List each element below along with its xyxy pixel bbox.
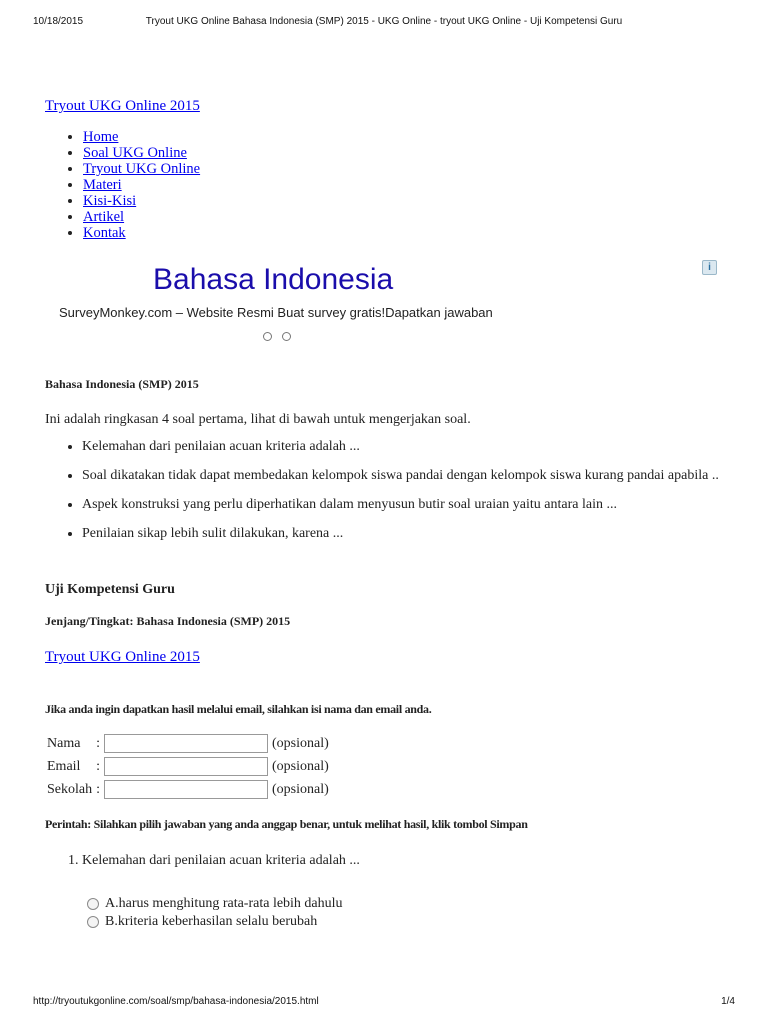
nav-link-kontak[interactable]: Kontak (83, 225, 126, 241)
field-cell (102, 778, 270, 801)
field-label: Email (47, 758, 81, 774)
print-footer (0, 996, 768, 1010)
nav-link-soal-ukg-online[interactable]: Soal UKG Online (83, 145, 187, 161)
section-title: Bahasa Indonesia (SMP) 2015 (45, 377, 199, 391)
ad-carousel-dots (263, 328, 301, 346)
main-nav (45, 129, 725, 241)
ukg-heading: Uji Kompetensi Guru (45, 582, 175, 597)
instruction-text: Perintah: Silahkan pilih jawaban yang anda anggap benar, untuk melihat hasil, klik tombol Simpan (45, 817, 528, 831)
ad-banner[interactable] (45, 251, 725, 331)
field-colon: : (96, 781, 100, 797)
nav-item-artikel[interactable] (83, 209, 725, 225)
nav-item-materi[interactable] (83, 177, 725, 193)
field-colon: : (96, 735, 100, 751)
nav-item-kontak[interactable] (83, 225, 725, 241)
field-note: (opsional) (272, 735, 329, 751)
option-label: B.kriteria keberhasilan selalu berubah (105, 914, 318, 929)
carousel-dot-icon[interactable] (282, 332, 291, 341)
answer-option-a[interactable] (87, 895, 725, 913)
field-label: Sekolah (47, 781, 93, 797)
field-note: (opsional) (272, 781, 329, 797)
print-page-number: 1/4 (721, 996, 735, 1007)
tryout-link[interactable]: Tryout UKG Online 2015 (45, 649, 200, 665)
print-header (0, 16, 768, 30)
email-note: Jika anda ingin dapatkan hasil melalui email, silahkan isi nama dan email anda. (45, 702, 432, 716)
radio-button-icon[interactable] (87, 898, 99, 910)
question-list (45, 852, 725, 869)
page-content (45, 98, 725, 931)
nav-link-artikel[interactable]: Artikel (83, 209, 125, 225)
intro-text: Ini adalah ringkasan 4 soal pertama, lihat di bawah untuk mengerjakan soal. (45, 412, 471, 427)
print-date: 10/18/2015 (33, 16, 84, 27)
form-row-nama (45, 732, 331, 755)
site-title-link[interactable]: Tryout UKG Online 2015 (45, 98, 200, 114)
print-url: http://tryoutukgonline.com/soal/smp/bahasa-indonesia/2015.html (33, 996, 319, 1007)
email-input[interactable] (104, 757, 268, 776)
form-row-sekolah (45, 778, 331, 801)
nama-input[interactable] (104, 734, 268, 753)
question-item: 1. Kelemahan dari penilaian acuan kriteria adalah ... (82, 852, 725, 869)
list-item: • Kelemahan dari penilaian acuan kriteria adalah ... (82, 438, 725, 455)
print-page-title: Tryout UKG Online Bahasa Indonesia (SMP) 2015 - UKG Online - tryout UKG Online - Uji Kompetensi Guru (145, 16, 623, 27)
nav-item-soal-ukg-online[interactable] (83, 145, 725, 161)
ad-headline[interactable]: Bahasa Indonesia (153, 263, 394, 296)
field-colon: : (96, 758, 100, 774)
radio-button-icon[interactable] (87, 916, 99, 928)
option-label: A.harus menghitung rata-rata lebih dahulu (105, 896, 343, 911)
sekolah-input[interactable] (104, 780, 268, 799)
list-item: • Penilaian sikap lebih sulit dilakukan, karena ... (82, 525, 725, 542)
nav-link-tryout-ukg-online[interactable]: Tryout UKG Online (83, 161, 201, 177)
field-label: Nama (47, 735, 81, 751)
ad-info-icon[interactable]: i (702, 260, 717, 275)
nav-link-home[interactable]: Home (83, 129, 119, 145)
answer-options (87, 895, 725, 931)
contact-form (45, 732, 331, 801)
list-item: • Soal dikatakan tidak dapat membedakan kelompok siswa pandai dengan kelompok siswa kurang pandai apabila .. (82, 467, 725, 484)
nav-item-home[interactable] (83, 129, 725, 145)
list-item: • Aspek konstruksi yang perlu diperhatikan dalam menyusun butir soal uraian yaitu antara lain ... (82, 496, 725, 513)
site-title[interactable] (45, 98, 725, 115)
field-cell (102, 732, 270, 755)
nav-link-kisi-kisi[interactable]: Kisi-Kisi (83, 193, 137, 209)
nav-item-kisi-kisi[interactable] (83, 193, 725, 209)
nav-link-materi[interactable]: Materi (83, 177, 122, 193)
field-cell (102, 755, 270, 778)
answer-option-b[interactable] (87, 913, 725, 931)
jenjang-label: Jenjang/Tingkat: Bahasa Indonesia (SMP) 2015 (45, 614, 291, 628)
question-summary-list (45, 438, 725, 542)
carousel-dot-icon[interactable] (263, 332, 272, 341)
nav-item-tryout-ukg-online[interactable] (83, 161, 725, 177)
form-row-email (45, 755, 331, 778)
field-note: (opsional) (272, 758, 329, 774)
ad-text[interactable]: SurveyMonkey.com – Website Resmi Buat survey gratis!Dapatkan jawaban (59, 305, 493, 320)
